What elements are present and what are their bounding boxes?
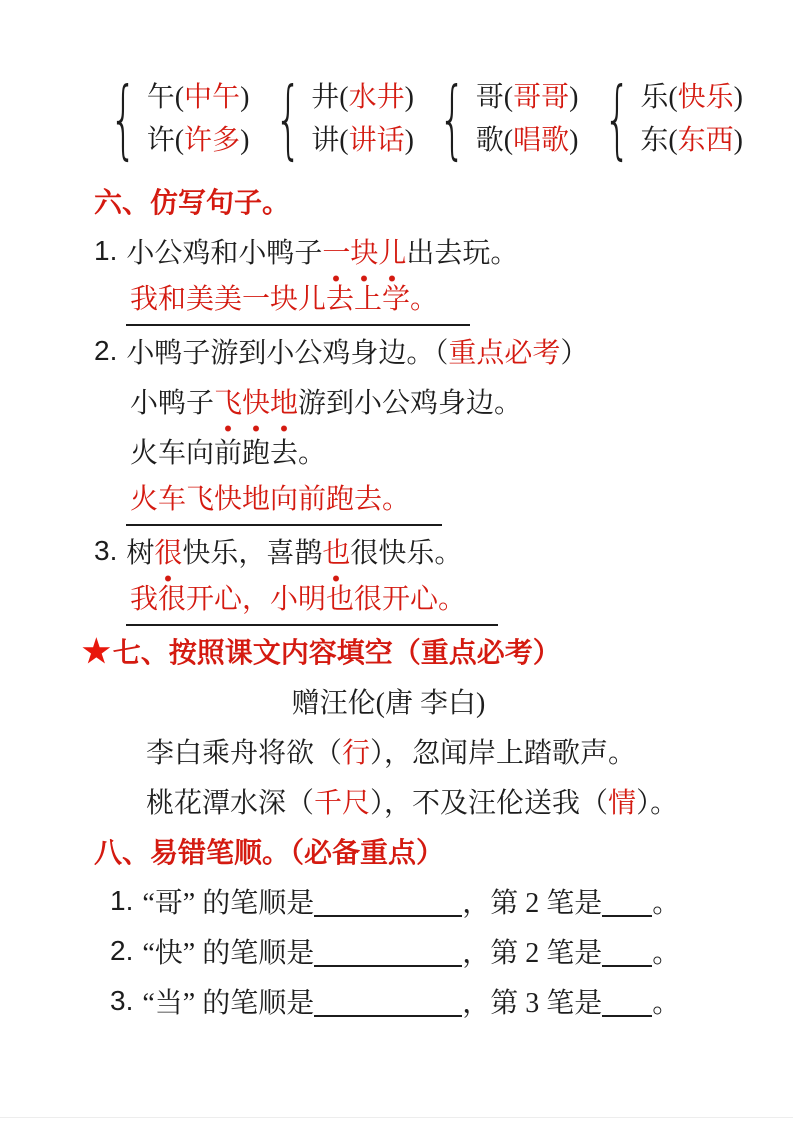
question-text: ） (560, 338, 589, 369)
base-char: 午( (146, 81, 185, 113)
blank-line-short (602, 885, 652, 917)
paren-close: ) (240, 124, 250, 156)
question-text: ，第 2 笔是 (462, 888, 603, 919)
fill-answer: 千尺 (314, 788, 371, 819)
question-text: 快乐，喜鹊 (182, 538, 323, 569)
item-number: 3. (94, 535, 118, 566)
answer-sentence: 火车飞快地向前跑去。 (126, 477, 442, 526)
item-number: 2. (94, 335, 118, 366)
word-group-ge-ge (425, 69, 579, 169)
poem-text: 李白乘舟将欲（ (146, 738, 343, 769)
question-text: “当” 的笔顺是 (142, 988, 315, 1019)
question-text: 。 (652, 988, 681, 1019)
section-6-heading: 六、仿写句子。 (94, 188, 291, 219)
base-char: 乐( (640, 81, 678, 113)
word-group-row (476, 83, 579, 113)
question-text: 。 (652, 888, 681, 919)
answer-sentence: 我和美美一块儿去上学。 (126, 277, 470, 326)
blank-line-short (602, 935, 652, 967)
answer-6-1 (130, 276, 743, 326)
paren-close: ) (404, 81, 414, 113)
word-group-row (476, 126, 579, 156)
brace-glyph: { (274, 69, 302, 169)
rewrite-6-2 (130, 376, 743, 426)
paren-close: ) (569, 124, 579, 156)
paren-close: ) (569, 81, 579, 113)
question-text: 树 (126, 538, 155, 569)
blank-line-long (314, 935, 462, 967)
question-text: 出去玩。 (406, 238, 519, 269)
question-6-3 (94, 526, 743, 576)
keyword-highlight: 很 (154, 531, 182, 582)
poem-line-2 (146, 776, 743, 826)
blank-line-long (314, 985, 462, 1017)
brace-glyph: { (438, 69, 467, 169)
question-text: 很快乐。 (350, 538, 463, 569)
answer-word: 快乐 (677, 81, 734, 113)
paren-close: ) (733, 124, 743, 156)
word-group-row (311, 126, 414, 156)
item-number: 1. (94, 235, 118, 266)
rewrite-text: 游到小公鸡身边。 (298, 388, 523, 419)
base-char: 讲( (311, 124, 349, 156)
poem-text: 桃花潭水深（ (146, 788, 315, 819)
base-char: 许( (146, 124, 185, 156)
question-text: “快” 的笔顺是 (142, 938, 315, 969)
word-group-wu-xu (96, 69, 250, 169)
item-number: 2. (110, 935, 134, 966)
exam-tag: 重点必考 (448, 338, 561, 369)
answer-sentence: 我很开心，小明也很开心。 (126, 577, 498, 626)
word-group-row (640, 83, 743, 113)
base-char: 歌( (475, 124, 514, 156)
word-group-jing-jiang (261, 69, 414, 169)
answer-word: 讲话 (348, 124, 405, 156)
question-6-2 (94, 326, 743, 376)
answer-word: 东西 (677, 124, 734, 156)
rewrite-text: 小鸭子 (130, 388, 215, 419)
base-char: 井( (311, 81, 349, 113)
prompt-text: 火车向前跑去。 (130, 438, 327, 469)
poem-title: 赠汪伦(唐 李白) (291, 688, 486, 719)
answer-word: 中午 (184, 81, 241, 113)
fill-answer: 情 (608, 788, 637, 819)
poem-text: ），不及汪伦送我（ (370, 788, 609, 819)
poem-text: ），忽闻岸上踏歌声。 (370, 738, 637, 769)
section-8-heading: 八、易错笔顺。（必备重点） (94, 838, 445, 869)
answer-word: 许多 (184, 124, 241, 156)
base-char: 东( (640, 124, 678, 156)
section-7-heading (82, 626, 743, 676)
word-group-row (640, 126, 743, 156)
item-number: 3. (110, 985, 134, 1016)
keyword-highlight: 飞快地 (214, 381, 298, 432)
word-groups-row (96, 62, 743, 176)
question-text: 。 (652, 938, 681, 969)
answer-6-2 (130, 476, 743, 526)
keyword-highlight: 也 (322, 531, 350, 582)
word-group-row (147, 83, 250, 113)
fill-answer: 行 (342, 738, 371, 769)
paren-close: ) (733, 81, 743, 113)
stroke-question-1 (110, 876, 743, 926)
blank-line-long (314, 885, 462, 917)
prompt-6-2b (130, 426, 743, 476)
page-bottom-divider (0, 1117, 793, 1118)
stroke-question-3 (110, 976, 743, 1026)
question-text: 小鸭子游到小公鸡身边。（ (126, 338, 449, 369)
word-group-le-dong (590, 69, 743, 169)
answer-word: 哥哥 (513, 81, 570, 113)
answer-word: 唱歌 (513, 124, 570, 156)
poem-text: ）。 (636, 788, 679, 819)
paren-close: ) (240, 81, 250, 113)
brace-glyph: { (109, 69, 138, 169)
blank-line-short (602, 985, 652, 1017)
question-text: ，第 3 笔是 (462, 988, 603, 1019)
paren-close: ) (404, 124, 414, 156)
word-group-row (147, 126, 250, 156)
word-group-row (311, 83, 414, 113)
question-text: ，第 2 笔是 (462, 938, 603, 969)
answer-word: 水井 (348, 81, 405, 113)
brace-glyph: { (603, 69, 631, 169)
keyword-highlight: 一块儿 (322, 231, 406, 282)
base-char: 哥( (475, 81, 514, 113)
poem-line-1 (146, 726, 743, 776)
question-6-1 (94, 226, 743, 276)
question-text: 小公鸡和小鸭子 (126, 238, 323, 269)
item-number: 1. (110, 885, 134, 916)
section-7-heading-text: 七、按照课文内容填空（重点必考） (112, 638, 561, 669)
question-text: “哥” 的笔顺是 (142, 888, 315, 919)
answer-6-3 (130, 576, 743, 626)
stroke-question-2 (110, 926, 743, 976)
star-icon: ★ (82, 633, 111, 669)
